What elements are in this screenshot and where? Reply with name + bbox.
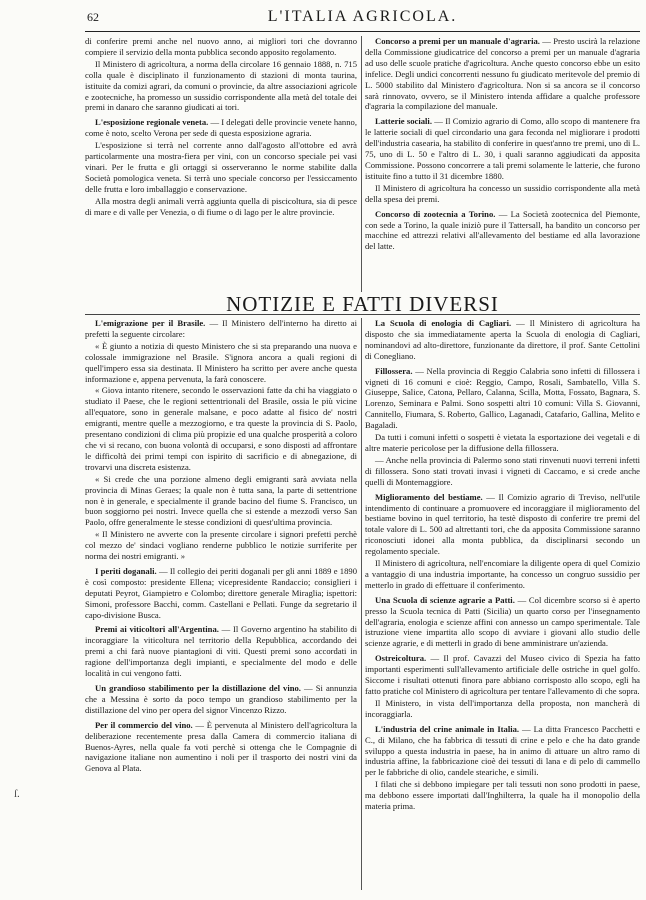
section-rule — [85, 314, 640, 315]
article-paragraph — [85, 624, 357, 679]
journal-title: L'ITALIA AGRICOLA. — [267, 8, 458, 25]
article-text: — La Società zootecnica del Piemonte, con sede a Torino, la quale iniziò pure il Tattersall, ha bandito un concorso per macchine ed attrezzi relativi all'allevamento del bestiame ed alla lavorazione del latte. — [365, 208, 640, 252]
top-right-column — [365, 36, 640, 253]
article-text: « Si crede che una porzione almeno degli emigranti sarà avviata nella provincia di Minas Geraes; la quale non è tutta sana, la parte di settentrione non è in generale, e specialmente il grande bacino del fiume S. Francisco, un buon soggiorno pei nostri. Invece quella che si estende a mezzodì verso San Paolo, offre generalmente le stesse condizioni di quest'ultima provincia. — [85, 473, 357, 528]
article-paragraph — [365, 492, 640, 557]
column-divider-bottom — [361, 318, 362, 890]
article-heading: Concorso a premi per un manuale d'agraria. — [375, 36, 540, 46]
body-paragraph — [365, 183, 640, 205]
article-text: « È giunto a notizia di questo Ministero che si sta preparando una nuova e colossale immigrazione nel Brasile. S'ignora ancora a quali regioni di quell'impero essa sia destinata. Il Ministero ha scritto per avere anche questa informazione e, appena pervenuta, la farà conoscere. — [85, 340, 357, 384]
body-paragraph — [85, 529, 357, 562]
body-paragraph — [365, 558, 640, 591]
body-paragraph — [365, 432, 640, 454]
article-text: — Il Comizio agrario di Como, allo scopo di mantenere fra le latterie sociali di quel circondario una gara feconda nel migliorare i prodotti dell'industria casearia, ha stabilito di conferire in quest'anno tre premi, uno di L. 75, uno di L. 50 e l'altro di L. 30, i quali saranno aggiudicati da apposita Commissione. Possono concorrere a tali premi solamente le latterie, che furono istituite fino a tutto il 31 dicembre 1880. — [365, 116, 640, 181]
article-paragraph — [365, 366, 640, 431]
article-text: — È pervenuta al Ministero dell'agricoltura la deliberazione recentemente presa dalla Camera di commercio italiana di Buenos-Ayres, nella quale fa voti perchè si ottenga che le Compagnie di navigazione italiane non aumentino i noli per il trasporto dei nostri vini da Genova al Plata. — [85, 719, 357, 774]
article-text: — Il Governo argentino ha stabilito di incoraggiare la viticoltura nel territorio della Repubblica, accordando dei premi a chi farà nuove piantagioni di viti. Questi premi sono accordati in ragione dell'importanza degli impianti, e specialmente del modo e delle località in cui vengono fatti. — [85, 624, 357, 679]
article-paragraph — [85, 720, 357, 775]
top-left-column — [85, 36, 357, 219]
article-heading: Per il commercio del vino. — [95, 719, 193, 730]
article-paragraph — [85, 566, 357, 621]
page-header — [85, 8, 640, 30]
article-paragraph — [365, 724, 640, 779]
article-text: — Il Ministero di agricoltura ha disposto che sia immediatamente aperta la Scuola di enologia di Cagliari, nominandovi ad alto-direttore, funzionante da direttore, il prof. Sante Cettolini di Conegliano. — [365, 318, 640, 361]
article-paragraph — [85, 683, 357, 716]
article-text: Da tutti i comuni infetti o sospetti è vietata la esportazione dei vegetali e di altre materie pericolose per la diffusione della fillossera. — [365, 432, 640, 453]
body-paragraph — [85, 341, 357, 385]
body-paragraph — [85, 196, 357, 218]
article-heading: L'industria del crine animale in Italia. — [375, 723, 520, 734]
article-text: Il Ministero, in vista dell'importanza della proposta, non mancherà di incoraggiarla. — [365, 697, 640, 719]
article-text: I filati che si debbono impiegare per tali tessuti non sono prodotti in paese, ma debbono essere importati dall'Inghilterra, la quale ha il monopolio della materia prima. — [365, 779, 640, 812]
article-text: « Giova intanto ritenere, secondo le osservazioni fatte da chi ha viaggiato o studiato il Paese, che le regioni settentrionali del Brasile, ossia le più vicine all'equatore, sono in generale malsane, e poco adatte al fisico de' nostri emigranti, mentre quelle a mezzogiorno, e tra queste la provincia di S. Paolo, presentano condizioni di clima più propizie ed una qualche prosperità a coloro che vi si recano, con buona volontà di occuparsi, e sono disposti ad affrontare le difficoltà dei primi tempi con ispirito di sacrificio e di abnegazione, di trovarvi una discreta esistenza. — [85, 385, 357, 472]
article-paragraph — [365, 595, 640, 650]
article-heading: Ostreicoltura. — [375, 653, 427, 664]
article-paragraph — [365, 116, 640, 181]
article-heading: Latterie sociali. — [375, 116, 432, 127]
article-text: — Il Comizio agrario di Treviso, nell'utile intendimento di continuare a promuovere ed incoraggiare il miglioramento del bestiame bovino in quel territorio, ha testè disposto di conferire tre premi del totale valore di L. 500 ad altrettanti tori, che da apposita Commissione saranno riconosciuti idonei alla monta pubblica, da disciplinarsi secondo un regolamento speciale. — [365, 491, 640, 557]
article-text: L'esposizione si terrà nel corrente anno dall'agosto all'ottobre ed avrà particolarmente una mostra-fiera per vini, con un concorso speciale pei vasi vinari. Per le frutta e gli ortaggi si osserveranno le norme stabilite dalla Società pomologica veneta. Si terrà uno speciale concorso per l'essiccamento delle frutta e loro imballaggio e conservazione. — [85, 140, 357, 194]
body-paragraph — [85, 36, 357, 58]
article-text: — Nella provincia di Reggio Calabria sono infetti di fillossera i vigneti di 16 comuni e cioè: Reggio, Campo, Rosali, Sambatello, Villa S. Giuseppe, Salice, Catona, Pellaro, Calanna, Scilla, Motta, Fossato, Bagnara, S. Lorenzo, Seminara e Palmi. Sono sospetti altri 10 comuni: Villa S. Giovanni, Cannitello, Fiumara, S. Roberto, Gallico, Laganadi, Catafario, Gallina, Melito e Bagaladi. — [365, 365, 640, 431]
article-text: Alla mostra degli animali verrà aggiunta quella di piscicoltura, sia di pesce di mare e di valle per Venezia, o di fiume o di lago per le altre provincie. — [85, 195, 357, 217]
article-text: — La ditta Francesco Pacchetti e C., di Milano, che ha fabbrica di tessuti di crine e pelo e che ha dato grande sviluppo a questa industria in paese, ha in animo di attuare un altro ramo di industria affine, la fabbricazione cioè dei tessuti di lana e di pelo di cammello per le fabbriche di olio, candele steariche, e simili. — [365, 723, 640, 778]
section-title: NOTIZIE E FATTI DIVERSI — [226, 292, 499, 316]
column-divider-top — [361, 36, 362, 292]
body-paragraph — [365, 455, 640, 488]
body-paragraph — [85, 140, 357, 195]
article-heading: L'esposizione regionale veneta. — [95, 117, 209, 128]
article-text: — Presto uscirà la relazione della Commissione giudicatrice del concorso a premi per un manuale d'agraria ad uso delle scuole pratiche d'agricoltura. Anche questo concorso ebbe un esito infelice. Degli undici concorrenti nessuno fu giudicato meritevole del premio di L. 5000 stabilito dal Ministero d'agricoltura. Non si sa ancora se il concorso sarà rinnovato, ovvero, se il Ministero intenda affidare a qualche professore d'agraria la compilazione del manuale. — [365, 36, 641, 112]
body-paragraph — [365, 779, 640, 812]
article-heading: La Scuola di enologia di Cagliari. — [375, 318, 512, 328]
article-paragraph — [365, 318, 640, 362]
bottom-right-column — [365, 318, 640, 813]
article-text: Il Ministero di agricoltura, nell'encomiare la diligente opera di quel Comizio a vantaggio di una industria importante, ha concesso un congruo sussidio per metterlo in grado di effettuare il conferimento. — [365, 558, 640, 590]
article-text: Il Ministero di agricoltura ha concesso un sussidio corrispondente alla metà della spesa dei premi. — [365, 182, 640, 204]
article-paragraph — [85, 117, 357, 139]
header-rule — [85, 31, 640, 32]
article-heading: Miglioramento del bestiame. — [375, 491, 483, 502]
body-paragraph — [85, 474, 357, 529]
article-text: — Si annunzia che a Messina è sorto da poco tempo un grandioso stabilimento per la distillazione del vino per opera del signor Vincenzo Rizzo. — [85, 683, 357, 715]
article-text: — Col dicembre scorso si è aperto presso la Scuola tecnica di Patti (Sicilia) un quarto corso per l'insegnamento dell'agraria, enologia e scienze affini con annesso un campo sperimentale. Tale istruzione viene impartita allo scopo di avviare i giovani allo studio delle scienze agrarie, e di metterli in grado di bene amministrare un'azienda. — [365, 594, 640, 649]
article-paragraph — [365, 209, 640, 253]
article-heading: Concorso di zootecnia a Torino. — [375, 208, 496, 219]
article-text: — Il prof. Cavazzi del Museo civico di Spezia ha fatto importanti esperimenti sull'allevamento artificiale delle ostriche in quel golfo. Siccome i risultati ottenuti finora pare abbiano corrisposto allo scopo, egli ha fatto pratiche col Ministero di agricoltura per tentare l'allevamento di che sopra. — [365, 653, 640, 696]
article-text: — Il Ministero dell'interno ha diretto ai prefetti la seguente circolare: — [85, 318, 357, 339]
article-text: di conferire premi anche nel nuovo anno, ai migliori tori che dovranno compiere il servizio della monta pubblica secondo apposito regolamento. — [85, 36, 357, 57]
article-text: — Il collegio dei periti doganali per gli anni 1889 e 1890 è così composto: presidente Ellena; vicepresidente Randaccio; consiglieri i deputati Peyrot, Giampietro e Colombo; direttore generale Miraglia; ispettori: Simoni, professore Bacchi, comm. Castellani e Pellati. Funge da segretario il capo-divisione Busca. — [85, 565, 357, 620]
body-paragraph — [85, 59, 357, 114]
article-text: Il Ministero di agricoltura, a norma della circolare 16 gennaio 1888, n. 715 colla quale è disciplinato il funzionamento di stazioni di monta taurina, istituite da comizi agrari, da comuni o provincie, da altre associazioni agricole e zootecniche, ha promesso un sussidio corrispondente alla metà del totale dei premi in danaro che saranno giudicati ai tori. — [85, 58, 357, 113]
article-heading: Fillossera. — [375, 365, 413, 376]
article-text: — Anche nella provincia di Palermo sono stati rinvenuti nuovi terreni infetti di fillossera. Sono stati trovati invasi i vigneti di Caccamo, e si crede anche quelli di Montemaggiore. — [365, 454, 640, 487]
article-heading: L'emigrazione per il Brasile. — [95, 318, 206, 328]
article-heading: I periti doganali. — [95, 565, 157, 576]
article-paragraph — [365, 653, 640, 697]
body-paragraph — [85, 385, 357, 472]
margin-mark: ſ. — [14, 788, 20, 800]
article-paragraph — [85, 318, 357, 340]
article-paragraph — [365, 36, 640, 112]
article-heading: Premi ai viticoltori all'Argentina. — [95, 624, 219, 635]
article-text: — I delegati delle provincie venete hanno, come è noto, scelto Verona per sede di questa esposizione agraria. — [85, 117, 357, 139]
bottom-left-column — [85, 318, 357, 775]
article-text: « Il Ministero ne avverte con la presente circolare i signori prefetti perchè col mezzo de' sindaci vogliano renderne pubblico le notizie surriferite per norma dei nostri emigranti. » — [85, 529, 357, 562]
article-heading: Un grandioso stabilimento per la distillazione del vino. — [95, 683, 301, 693]
page-number: 62 — [87, 10, 99, 24]
article-heading: Una Scuola di scienze agrarie a Patti. — [375, 594, 515, 605]
body-paragraph — [365, 698, 640, 720]
